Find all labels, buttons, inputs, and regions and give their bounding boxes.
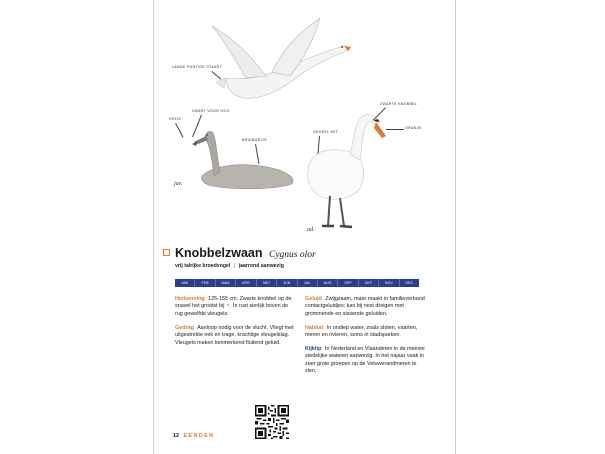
month-bar	[175, 279, 419, 287]
month-nov: NOV	[379, 279, 399, 287]
habitat-paragraph	[305, 325, 425, 340]
habitat-text: In ondiep water, zoals sloten, vaarten, meren en rivieren, soms in stadsparken.	[305, 324, 418, 339]
qr-code[interactable]	[255, 405, 289, 439]
label-juvenile: juv.	[174, 181, 183, 187]
sound-paragraph	[305, 296, 425, 318]
viewing-tip-paragraph	[305, 346, 425, 376]
page-footer	[173, 433, 214, 439]
month-sep: SEP	[338, 279, 358, 287]
viewing-tip-text: In Nederland en Vlaanderen in de meeste stedelijke wateren aanwezig. In het najaar vaak in zeer grote groepen op de Veluwerandmeren te zien.	[305, 346, 425, 375]
month-jul: JUL	[298, 279, 318, 287]
month-apr: APR	[236, 279, 256, 287]
status-presence: jaarrond aanwezig	[238, 263, 284, 269]
label-all-white: GEHEEL WIT	[313, 130, 339, 134]
month-dec: DEC	[405, 281, 414, 285]
species-latin-name: Cygnus olor	[269, 250, 316, 260]
seen-checkbox[interactable]	[163, 249, 170, 256]
label-grey: GRIJS	[169, 117, 182, 121]
book-page	[153, 0, 456, 454]
label-black-knob: ZWARTE KNOBBEL	[380, 102, 418, 106]
label-long-tail: LANGE PUNTIGE STAART	[172, 65, 222, 69]
flying-swan-illustration	[212, 18, 351, 98]
month-may: MEI	[257, 279, 277, 287]
month-jan: JAN	[175, 279, 195, 287]
species-title	[175, 246, 316, 260]
status-separator: |	[233, 263, 236, 269]
section-name: EENDEN	[183, 433, 215, 439]
behaviour-heading: Gedrag	[175, 324, 194, 331]
label-black-before-eye: ZWART VOOR OOG	[192, 109, 230, 113]
right-text-column	[305, 296, 425, 382]
sound-heading: Geluid	[305, 296, 322, 302]
recognition-text: 125-155 cm. Zwarte knobbel op de snavel het grootst bij ♂. In rust sierlijk boven de rug gewelfde vleugels.	[175, 296, 292, 317]
behaviour-paragraph	[175, 325, 295, 347]
label-brown-grey: BRUINGRIJS	[242, 138, 267, 142]
month-oct: OKT	[359, 279, 379, 287]
species-name: Knobbelzwaan	[175, 246, 263, 260]
viewing-tip-heading: Kijktip	[305, 346, 322, 353]
month-mar: MAA	[216, 279, 236, 287]
status-breeding: vrij talrijke broedvogel	[175, 263, 231, 269]
month-aug: AUG	[318, 279, 338, 287]
page-number: 12	[173, 433, 179, 439]
recognition-paragraph	[175, 296, 295, 318]
month-jun: JUN	[277, 279, 297, 287]
habitat-heading: Habitat	[305, 324, 324, 331]
label-adult: ad.	[307, 227, 315, 233]
label-orange: ORANJE	[405, 126, 422, 130]
sound-text: Zwijgzaam, maar maakt in familieverband contactgeluidjes; kan bij nest dreigen met grommende en sissende geluiden.	[305, 296, 425, 317]
left-text-column	[175, 296, 295, 353]
month-feb: FEB	[195, 279, 215, 287]
species-status	[175, 263, 284, 269]
behaviour-text: Aanloop nodig voor de vlucht. Vliegt met uitgestrekte nek en trage, krachtige vleugelslag. Vleugels maken kenmerkend fluitend geluid.	[175, 324, 294, 346]
recognition-heading: Herkenning	[175, 296, 205, 302]
label-line	[386, 129, 404, 130]
